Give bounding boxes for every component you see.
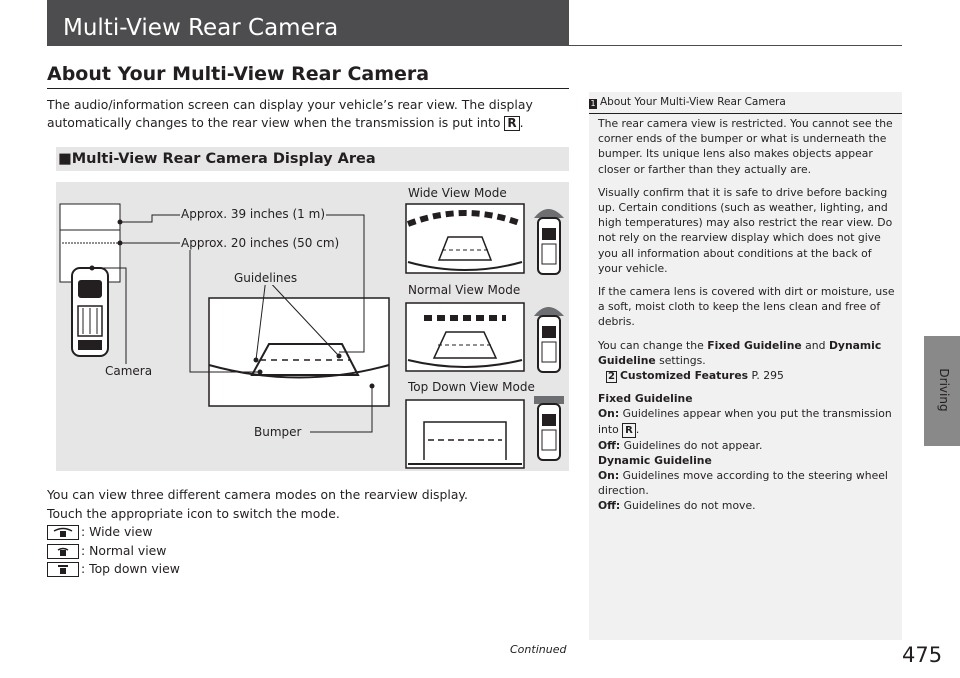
fixed-on-end: .	[635, 422, 640, 436]
top-down-car-icon	[534, 396, 564, 460]
intro-text: The audio/information screen can display your vehicle’s rear view. The display automatically changes to the rear view when the transmission is put into	[47, 97, 533, 130]
dynamic-on-text: Guidelines move according to the steering wheel direction.	[598, 469, 888, 498]
note-body	[598, 116, 896, 514]
label-approx-1m: Approx. 39 inches (1 m)	[181, 207, 325, 221]
note-p4-a: You can change the	[598, 338, 708, 352]
diagram-drawing	[56, 182, 569, 471]
fixed-off-label: Off:	[598, 438, 621, 452]
display-area-heading: ■Multi-View Rear Camera Display Area	[58, 151, 376, 167]
intro-paragraph	[47, 96, 569, 132]
note-title: About Your Multi-View Rear Camera	[600, 96, 786, 108]
dynamic-on-label: On:	[598, 469, 620, 483]
mode-label-normal: : Normal view	[81, 542, 167, 558]
leader-1m	[120, 215, 181, 222]
normal-car-icon	[534, 307, 564, 372]
normal-view-icon	[47, 544, 79, 559]
wide-car-icon	[534, 209, 564, 274]
mode-item-top-down	[47, 560, 569, 579]
top-down-view-icon	[47, 562, 79, 577]
reference-arrow-icon: 2	[608, 371, 615, 383]
dynamic-off-label: Off:	[598, 499, 621, 513]
side-label: Driving	[937, 368, 951, 412]
page-number: 475	[902, 643, 943, 667]
camera-diagram	[56, 182, 569, 471]
label-normal-view-mode: Normal View Mode	[408, 283, 521, 297]
reference-page: P. 295	[748, 369, 784, 383]
label-wide-view-mode: Wide View Mode	[408, 186, 507, 200]
dynamic-off-text: Guidelines do not move.	[620, 499, 756, 513]
label-guidelines: Guidelines	[234, 271, 298, 285]
label-approx-50cm: Approx. 20 inches (50 cm)	[181, 236, 340, 250]
continued-label: Continued	[510, 643, 567, 656]
section-title: About Your Multi-View Rear Camera	[47, 63, 430, 85]
note-p4-end: settings.	[655, 353, 706, 367]
fixed-off-text: Guidelines do not appear.	[620, 438, 763, 452]
reference-label[interactable]: Customized Features	[619, 369, 749, 383]
cross-reference[interactable]	[598, 369, 784, 382]
guideline-settings	[598, 391, 896, 513]
fixed-guideline-title: Fixed Guideline	[598, 392, 693, 406]
note-p4-fixed: Fixed Guideline	[707, 338, 802, 352]
note-marker-icon: 1	[590, 99, 596, 108]
camera-modes-text	[47, 486, 569, 579]
section-rule	[47, 88, 569, 89]
note-heading	[589, 96, 786, 109]
fixed-on-label: On:	[598, 407, 620, 421]
fixed-on-key: R	[622, 423, 636, 438]
wide-view-icon	[47, 525, 79, 540]
note-paragraph-2: Visually confirm that it is safe to drive before backing up. Certain conditions (such as weather, lighting, and high temperatures) may also restrict the rear view. Do not rely on the rearview display which does not give you all information about conditions at the back of your vehicle.	[598, 185, 893, 275]
label-top-down-view-mode: Top Down View Mode	[408, 380, 535, 394]
intro-end: .	[519, 115, 524, 130]
note-paragraph-1: The rear camera view is restricted. You cannot see the corner ends of the bumper or what is underneath the bumper. Its unique lens also makes objects appear closer or farther than they actually are.	[598, 117, 893, 176]
mode-item-normal	[47, 542, 569, 561]
modes-line-2: Touch the appropriate icon to switch the mode.	[47, 505, 340, 521]
note-paragraph-4	[598, 338, 896, 384]
header-rule	[569, 45, 902, 46]
normal-view-screen	[406, 303, 524, 371]
label-bumper: Bumper	[254, 425, 302, 439]
page-title: Multi-View Rear Camera	[63, 15, 339, 41]
mode-item-wide	[47, 523, 569, 542]
mode-label-top-down: : Top down view	[81, 561, 180, 577]
modes-line-1: You can view three different camera modes on the rearview display.	[47, 487, 468, 502]
note-p4-and: and	[801, 338, 829, 352]
note-p4-dynamic: Dynamic Guideline	[598, 338, 882, 367]
top-down-view-screen	[406, 400, 524, 468]
label-camera: Camera	[105, 364, 153, 378]
mode-label-wide: : Wide view	[81, 524, 153, 540]
reverse-key: R	[504, 116, 519, 131]
car-top-view-icon	[72, 268, 108, 356]
wide-view-screen	[406, 204, 524, 273]
note-rule	[589, 113, 902, 114]
dynamic-guideline-title: Dynamic Guideline	[598, 453, 712, 467]
fixed-on-text: Guidelines appear when you put the transmission into	[598, 407, 892, 436]
note-paragraph-3: If the camera lens is covered with dirt or moisture, use a soft, moist cloth to keep the lens clean and free of debris.	[598, 285, 895, 329]
